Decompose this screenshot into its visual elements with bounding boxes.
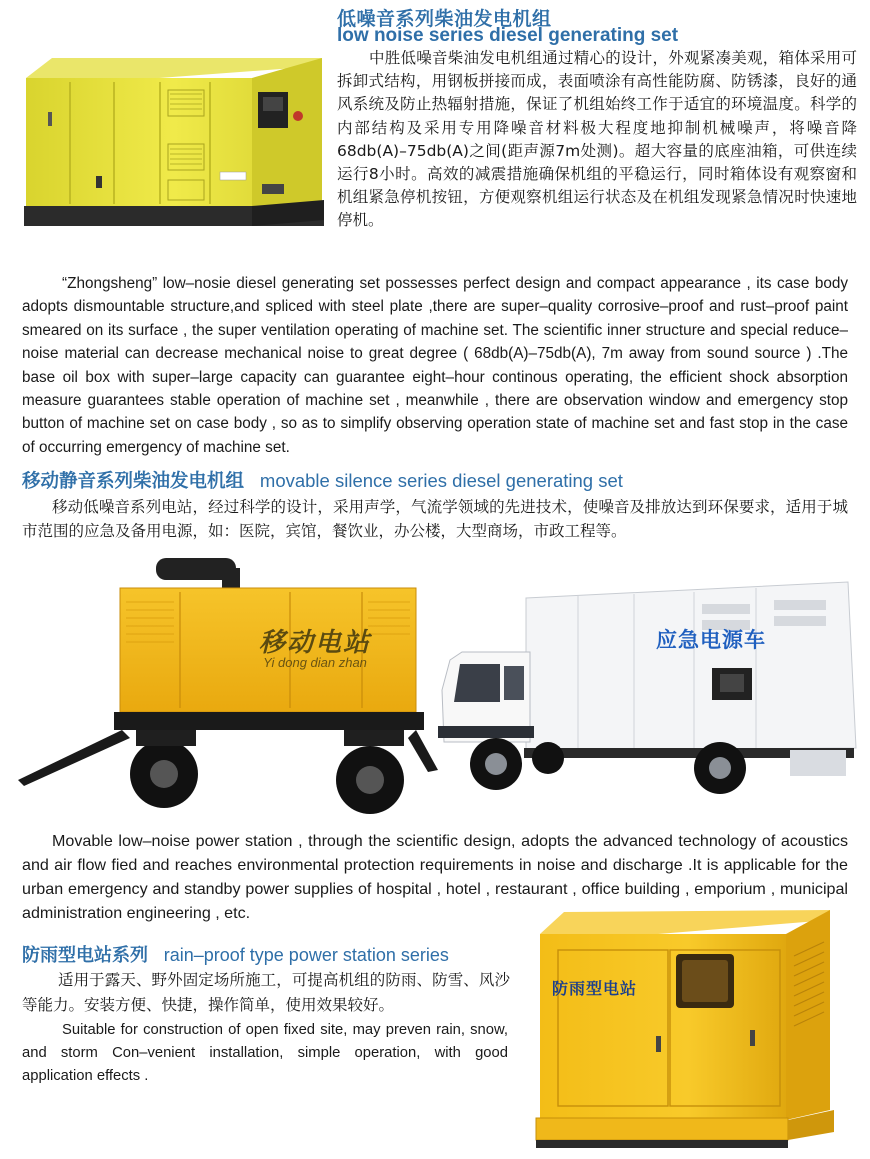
section-paragraph-cn: 适用于露天、野外固定场所施工，可提高机组的防雨、防雪、风沙等能力。安装方便、快捷，操作简单，使用效果较好。 — [22, 971, 510, 1014]
section-title-en: movable silence series diesel generating set — [259, 470, 623, 491]
section-paragraph-en: “Zhongsheng” low–nosie diesel generating set possesses perfect design and compact appearance , its case body adopts dismountable structure,and spliced with steel plate ,there are super–quality corrosive–proof and rust–proof paint smeared on its surface , the super ventilation operating of machine set. The scientific inner structure and special reduce–noise material can decrease mechanical noise to great degree ( 68db(A)–75db(A), 7m away from sound source ) .The base oil box with super–large capacity can guarantee eight–hour continous operating, the efficient shock absorption measure guarantees stable operation of machine set , meanwhile , there are observation window and emergency stop button of machine set on case body , so as to simplify observing operation state of machine set and fast stop in the case of occurring emergency of machine set. — [22, 275, 848, 456]
trailer-label — [240, 622, 390, 670]
section-title — [22, 467, 623, 493]
section-paragraph-en: Suitable for construction of open fixed site, may preven rain, snow, and storm Con–venient installation, simple operation, with good application effects . — [22, 1022, 508, 1084]
section-title-cn: 防雨型电站系列 — [22, 945, 148, 966]
truck-label-cn: 应急电源车 — [656, 628, 766, 652]
section-title-en: rain–proof type power station series — [163, 945, 449, 965]
generator-image-low-noise — [22, 52, 328, 230]
trailer-label-cn: 移动电站 — [258, 628, 371, 658]
trailer-generator-image — [18, 558, 438, 820]
emergency-power-truck-image — [438, 580, 858, 808]
rainproof-station-image — [530, 906, 860, 1154]
section-title-cn: 低噪音系列柴油发电机组 — [337, 8, 552, 30]
section-paragraph-cn: 中胜低噪音柴油发电机组通过精心的设计，外观紧凑美观，箱体采用可拆卸式结构，用钢板拼接而成，表面喷涂有高性能防腐、防锈漆，良好的通风系统及防止热辐射措施，保证了机组始终工作于适宜的环境温度。科学的内部结构及采用专用降噪音材料极大程度地抑制机械噪声，将噪音降68db(A)–75db(A)之间(距声源7m处测)。超大容量的底座油箱，可供连续运行8小时。高效的减震措施确保机组的平稳运行，同时箱体设有观察窗和机组紧急停机按钮，方便观察机组运行状态及在机组发现紧急情况时快速地停机。 — [337, 49, 857, 230]
trailer-label-pinyin: Yi dong dian zhan — [263, 655, 367, 670]
rainproof-label-cn: 防雨型电站 — [552, 979, 638, 998]
section-title-en: low noise series diesel generating set — [337, 25, 679, 46]
section-paragraph-en: Movable low–noise power station , through the scientific design, adopts the advanced technology of acoustics and air flow fied and reaches environmental protection requirements in noise and discharge .It is applicable for the urban emergency and standby power supplies of hospital , hotel , restaurant , office building , emporium , municipal administration engineering , etc. — [22, 832, 848, 922]
section-title — [22, 941, 449, 967]
section-paragraph-cn: 移动低噪音系列电站，经过科学的设计，采用声学，气流学领域的先进技术，使噪音及排放达到环保要求，适用于城市范围的应急及备用电源，如：医院，宾馆，餐饮业，办公楼，大型商场，市政工程等。 — [22, 498, 848, 540]
section-title-cn: 移动静音系列柴油发电机组 — [22, 471, 245, 492]
